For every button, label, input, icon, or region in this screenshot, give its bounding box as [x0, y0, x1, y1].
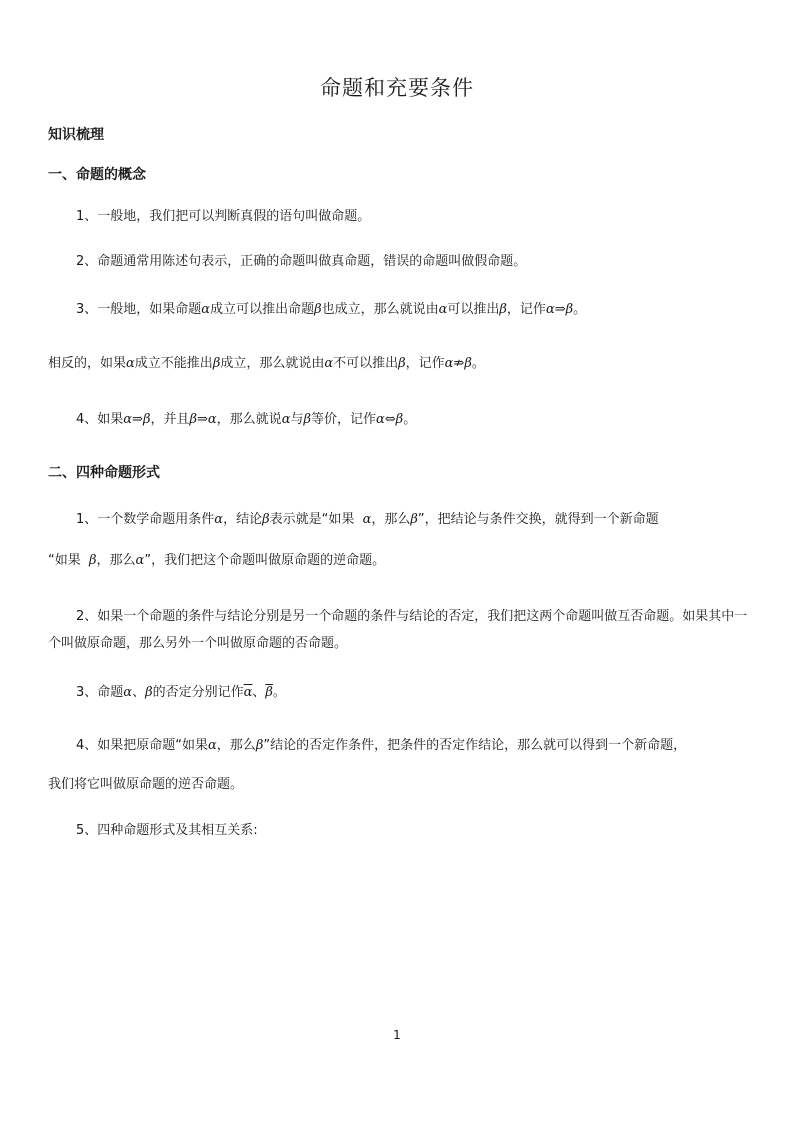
section2-paragraph-3	[76, 684, 286, 702]
text-span: ，并且	[150, 412, 190, 427]
text-span: 相反的，如果	[48, 356, 127, 371]
text-span: ，记作	[506, 302, 546, 317]
text-span: 表示就是“如果	[269, 512, 355, 527]
beta-symbol: β	[303, 412, 311, 427]
text-span: 。	[471, 356, 485, 371]
converse-implies-formula: β⇒α	[189, 412, 217, 427]
alpha-symbol: α	[201, 302, 211, 317]
beta-symbol: β	[314, 302, 322, 317]
text-span: 3、一般地，如果命题	[76, 302, 202, 317]
text-span: 4、如果	[76, 412, 124, 427]
beta-symbol: β	[89, 553, 97, 568]
text-span: 。	[573, 302, 587, 317]
alpha-symbol: α	[438, 302, 448, 317]
alpha-negation-symbol: $\overline{\alpha}$	[243, 685, 253, 700]
text-span: 成立不能推出	[134, 356, 213, 371]
section1-paragraph-4	[76, 411, 416, 429]
text-span: 、	[252, 685, 266, 700]
implies-formula: α⇒β	[123, 412, 151, 427]
section2-paragraph-2: 2、如果一个命题的条件与结论分别是另一个命题的条件与结论的否定，我们把这两个命题叫做互否命题。如果其中一个叫做原命题，那么另外一个叫做原命题的否命题。	[48, 609, 748, 651]
section2-heading: 二、四种命题形式	[48, 465, 160, 481]
alpha-symbol: α	[208, 738, 217, 753]
text-span: ”，把结论与条件交换，就得到一个新命题	[417, 512, 659, 527]
section2-paragraph-1-continued	[48, 552, 385, 570]
text-span: 4、如果把原命题“如果	[76, 738, 209, 753]
section1-paragraph-3-continued	[48, 355, 485, 373]
implies-formula: α⇒β	[545, 302, 574, 317]
text-span: 等价，记作	[311, 412, 377, 427]
beta-symbol: β	[255, 738, 264, 753]
alpha-symbol: α	[281, 412, 291, 427]
alpha-symbol: α	[123, 685, 133, 700]
text-span: 。	[403, 412, 417, 427]
beta-symbol: β	[145, 685, 153, 700]
alpha-symbol: α	[126, 356, 135, 371]
section2-paragraph-4	[76, 737, 686, 755]
text-span: ，结论	[223, 512, 263, 527]
text-span: 成立可以推出命题	[210, 302, 315, 317]
section1-paragraph-2: 2、命题通常用陈述句表示，正确的命题叫做真命题，错误的命题叫做假命题。	[76, 254, 527, 269]
text-span: 不可以推出	[333, 356, 399, 371]
section-label: 知识梳理	[48, 127, 104, 143]
alpha-symbol: α	[324, 356, 334, 371]
text-span: ，那么	[371, 512, 411, 527]
section2-paragraph-1	[76, 511, 659, 529]
text-span: 3、命题	[76, 685, 124, 700]
text-span: 成立，那么就说由	[220, 356, 325, 371]
alpha-symbol: α	[135, 553, 145, 568]
alpha-symbol: α	[362, 512, 372, 527]
beta-symbol: β	[212, 356, 221, 371]
section1-paragraph-3	[76, 301, 586, 319]
text-span: 与	[290, 412, 304, 427]
alpha-symbol: α	[214, 512, 224, 527]
page-title: 命题和充要条件	[320, 76, 474, 100]
page-number: 1	[393, 1028, 401, 1042]
section1-heading: 一、命题的概念	[48, 167, 146, 183]
text-span: 。	[272, 685, 286, 700]
text-span: ，那么	[96, 553, 136, 568]
text-span: ，记作	[405, 356, 445, 371]
text-span: 1、一个数学命题用条件	[76, 512, 215, 527]
beta-negation-symbol: $\overline{\beta}$	[265, 685, 273, 700]
not-implies-formula: α⇏β	[444, 356, 472, 371]
iff-formula: α⇔β	[376, 412, 404, 427]
beta-symbol: β	[262, 512, 270, 527]
section1-paragraph-1: 1、一般地，我们把可以判断真假的语句叫做命题。	[76, 209, 371, 224]
text-span: “如果	[48, 553, 81, 568]
text-span: ，那么就说	[216, 412, 282, 427]
beta-symbol: β	[410, 512, 418, 527]
text-span: 的否定分别记作	[152, 685, 244, 700]
text-span: 、	[132, 685, 146, 700]
section2-paragraph-4-continued: 我们将它叫做原命题的逆否命题。	[48, 777, 244, 792]
text-span: ”结论的否定作条件，把条件的否定作结论，那么就可以得到一个新命题，	[263, 738, 687, 753]
text-span: 可以推出	[447, 302, 500, 317]
beta-symbol: β	[398, 356, 406, 371]
text-span: ”，我们把这个命题叫做原命题的逆命题。	[144, 553, 386, 568]
beta-symbol: β	[499, 302, 507, 317]
text-span: 也成立，那么就说由	[321, 302, 439, 317]
section2-paragraph-5: 5、四种命题形式及其相互关系:	[76, 823, 258, 838]
text-span: ，那么	[216, 738, 256, 753]
